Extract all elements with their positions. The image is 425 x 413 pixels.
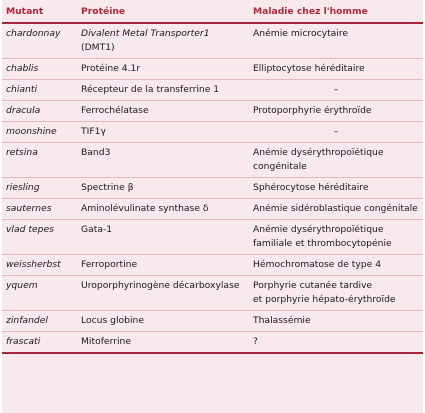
- proteine-cell: Ferrochélatase: [77, 101, 249, 122]
- proteine-cell: Mitoferrine: [77, 332, 249, 354]
- mutant-cell: sauternes: [2, 199, 77, 220]
- table-row: [2, 276, 423, 311]
- proteine-cell: Protéine 4.1r: [77, 59, 249, 80]
- mutant-cell: weissherbst: [2, 255, 77, 276]
- maladie-line-2: familiale et thrombocytopénie: [253, 238, 392, 249]
- proteine-cell: [77, 23, 249, 59]
- mutant-cell: retsina: [2, 143, 77, 178]
- table-row: [2, 59, 423, 80]
- mutant-cell: vlad tepes: [2, 220, 77, 255]
- maladie-cell: –: [249, 122, 423, 143]
- maladie-cell: [249, 143, 423, 178]
- proteine-cell: Ferroportine: [77, 255, 249, 276]
- maladie-line-1: Porphyrie cutanée tardive: [253, 280, 373, 291]
- proteine-cell: TIF1γ: [77, 122, 249, 143]
- header-proteine: Protéine: [77, 0, 249, 23]
- mutant-table-panel: [2, 0, 423, 413]
- table-row: [2, 332, 423, 354]
- table-row: [2, 178, 423, 199]
- mutant-cell: chardonnay: [2, 23, 77, 59]
- maladie-line-2: congénitale: [253, 161, 307, 172]
- table-row: [2, 311, 423, 332]
- mutant-cell: dracula: [2, 101, 77, 122]
- maladie-cell: Anémie microcytaire: [249, 23, 423, 59]
- table-row: [2, 122, 423, 143]
- header-mutant: Mutant: [2, 0, 77, 23]
- mutant-cell: frascati: [2, 332, 77, 354]
- proteine-cell: Locus globine: [77, 311, 249, 332]
- maladie-cell: Hémochromatose de type 4: [249, 255, 423, 276]
- header-maladie: Maladie chez l'homme: [249, 0, 423, 23]
- maladie-cell: Sphérocytose héréditaire: [249, 178, 423, 199]
- proteine-line-1: Divalent Metal Transporter1: [81, 28, 210, 39]
- proteine-cell: Récepteur de la transferrine 1: [77, 80, 249, 101]
- table-row: [2, 23, 423, 59]
- mutant-disease-table: [2, 0, 423, 354]
- maladie-cell: ?: [249, 332, 423, 354]
- maladie-cell: Thalassémie: [249, 311, 423, 332]
- table-row: [2, 80, 423, 101]
- proteine-cell: Aminolévulinate synthase δ: [77, 199, 249, 220]
- table-row: [2, 143, 423, 178]
- maladie-cell: [249, 220, 423, 255]
- maladie-line-1: Anémie dysérythropoïétique: [253, 147, 384, 158]
- maladie-cell: Anémie sidéroblastique congénitale: [249, 199, 423, 220]
- proteine-cell: Band3: [77, 143, 249, 178]
- maladie-cell: Elliptocytose héréditaire: [249, 59, 423, 80]
- maladie-line-1: Anémie dysérythropoïétique: [253, 224, 384, 235]
- proteine-line-2: (DMT1): [81, 42, 115, 53]
- mutant-cell: chablis: [2, 59, 77, 80]
- mutant-cell: moonshine: [2, 122, 77, 143]
- proteine-cell: Gata-1: [77, 220, 249, 255]
- mutant-cell: zinfandel: [2, 311, 77, 332]
- table-row: [2, 101, 423, 122]
- mutant-cell: yquem: [2, 276, 77, 311]
- mutant-cell: chianti: [2, 80, 77, 101]
- table-header-row: [2, 0, 423, 23]
- table-row: [2, 255, 423, 276]
- maladie-line-2: et porphyrie hépato-érythroïde: [253, 294, 396, 305]
- maladie-cell: –: [249, 80, 423, 101]
- proteine-cell: Uroporphyrinogène décarboxylase: [77, 276, 249, 311]
- mutant-cell: riesling: [2, 178, 77, 199]
- table-row: [2, 199, 423, 220]
- maladie-cell: [249, 276, 423, 311]
- maladie-cell: Protoporphyrie érythroïde: [249, 101, 423, 122]
- table-row: [2, 220, 423, 255]
- proteine-cell: Spectrine β: [77, 178, 249, 199]
